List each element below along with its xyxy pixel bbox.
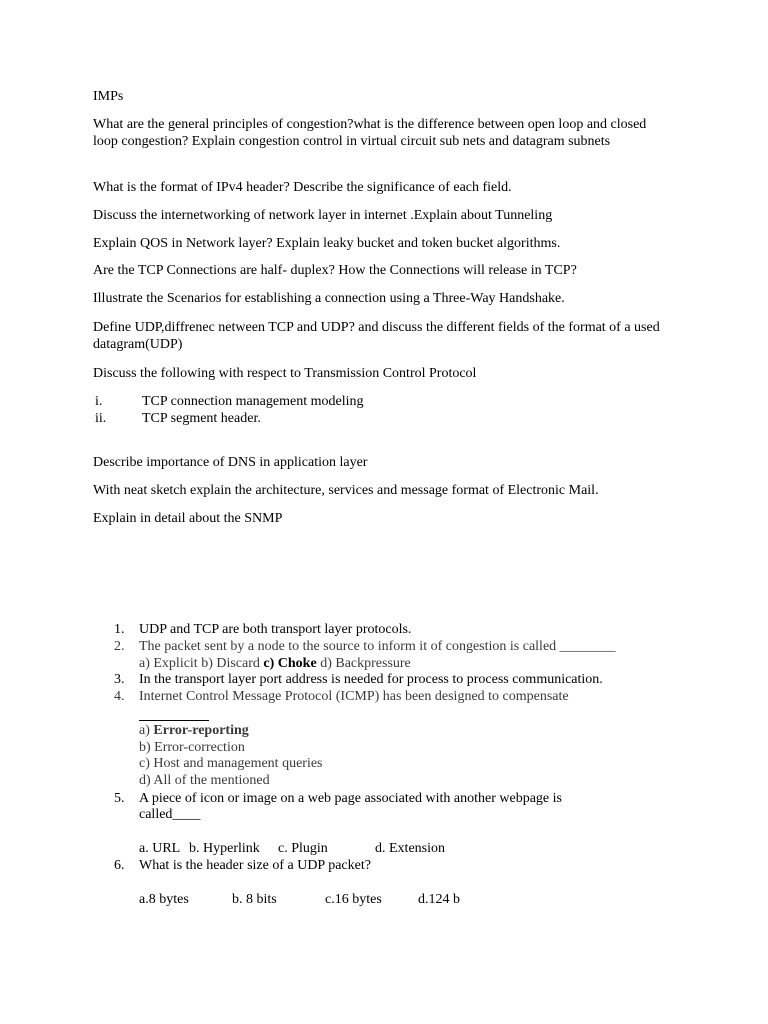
question-dns: Describe importance of DNS in application layer (93, 455, 368, 470)
sub-item-text: TCP segment header. (142, 411, 261, 426)
option-text: c) Host and management queries (139, 756, 323, 771)
mcq-text: What is the header size of a UDP packet? (139, 858, 371, 873)
option-text: a.8 bytes (139, 892, 189, 907)
question-internetworking: Discuss the internetworking of network layer in internet .Explain about Tunneling (93, 208, 553, 223)
mcq-text: The packet sent by a node to the source to inform it of congestion is called ________ (139, 639, 616, 654)
option-text: b) Error-correction (139, 740, 245, 755)
option-text: b. 8 bits (232, 892, 277, 907)
question-udp: Define UDP,diffrenec netween TCP and UDP? and discuss the different fields of the format of a used datagram(UDP) (93, 320, 660, 352)
page-title: IMPs (93, 89, 124, 104)
mcq-number: 3. (114, 672, 125, 687)
sub-item-text: TCP connection management modeling (142, 394, 364, 409)
mcq-number: 4. (114, 689, 125, 704)
mcq-text: In the transport layer port address is needed for process to process communication. (139, 672, 603, 687)
mcq-options (139, 655, 411, 672)
mcq-number: 5. (114, 791, 125, 806)
question-congestion: What are the general principles of congestion?what is the difference between open loop and closed loop congestion? Explain congestion control in virtual circuit sub nets and datagram subnets (93, 117, 647, 149)
mcq-number: 1. (114, 622, 125, 637)
option-text: b. Hyperlink (189, 841, 260, 856)
question-snmp: Explain in detail about the SNMP (93, 511, 283, 526)
question-qos: Explain QOS in Network layer? Explain leaky bucket and token bucket algorithms. (93, 236, 561, 251)
option-text: d) All of the mentioned (139, 773, 270, 788)
mcq-text: A piece of icon or image on a web page associated with another webpage is (139, 791, 562, 806)
sub-item-number: i. (95, 394, 103, 409)
question-ipv4-header: What is the format of IPv4 header? Describe the significance of each field. (93, 180, 512, 195)
option-text: d.124 b (418, 892, 460, 907)
correct-option: Error-reporting (153, 723, 249, 738)
mcq-text: called____ (139, 807, 201, 822)
option-text: a) Explicit b) Discard (139, 656, 264, 671)
mcq-text: UDP and TCP are both transport layer protocols. (139, 622, 412, 637)
sub-item-number: ii. (95, 411, 107, 426)
question-tcp-discuss: Discuss the following with respect to Transmission Control Protocol (93, 366, 477, 381)
question-three-way-handshake: Illustrate the Scenarios for establishing a connection using a Three-Way Handshake. (93, 291, 565, 306)
question-email: With neat sketch explain the architecture, services and message format of Electronic Mail. (93, 483, 599, 498)
option-text: d. Extension (375, 841, 445, 856)
blank-line (139, 706, 209, 721)
option-text: a. URL (139, 841, 181, 856)
option-text: c.16 bytes (325, 892, 382, 907)
correct-option-line (139, 722, 249, 739)
option-text: c. Plugin (278, 841, 328, 856)
option-prefix: a) (139, 723, 154, 738)
correct-option: c) Choke (263, 656, 317, 671)
mcq-number: 2. (114, 639, 125, 654)
mcq-number: 6. (114, 858, 125, 873)
mcq-text: Internet Control Message Protocol (ICMP) has been designed to compensate (139, 689, 569, 704)
question-tcp-duplex: Are the TCP Connections are half- duplex? How the Connections will release in TCP? (93, 263, 577, 278)
option-text: d) Backpressure (316, 656, 411, 671)
